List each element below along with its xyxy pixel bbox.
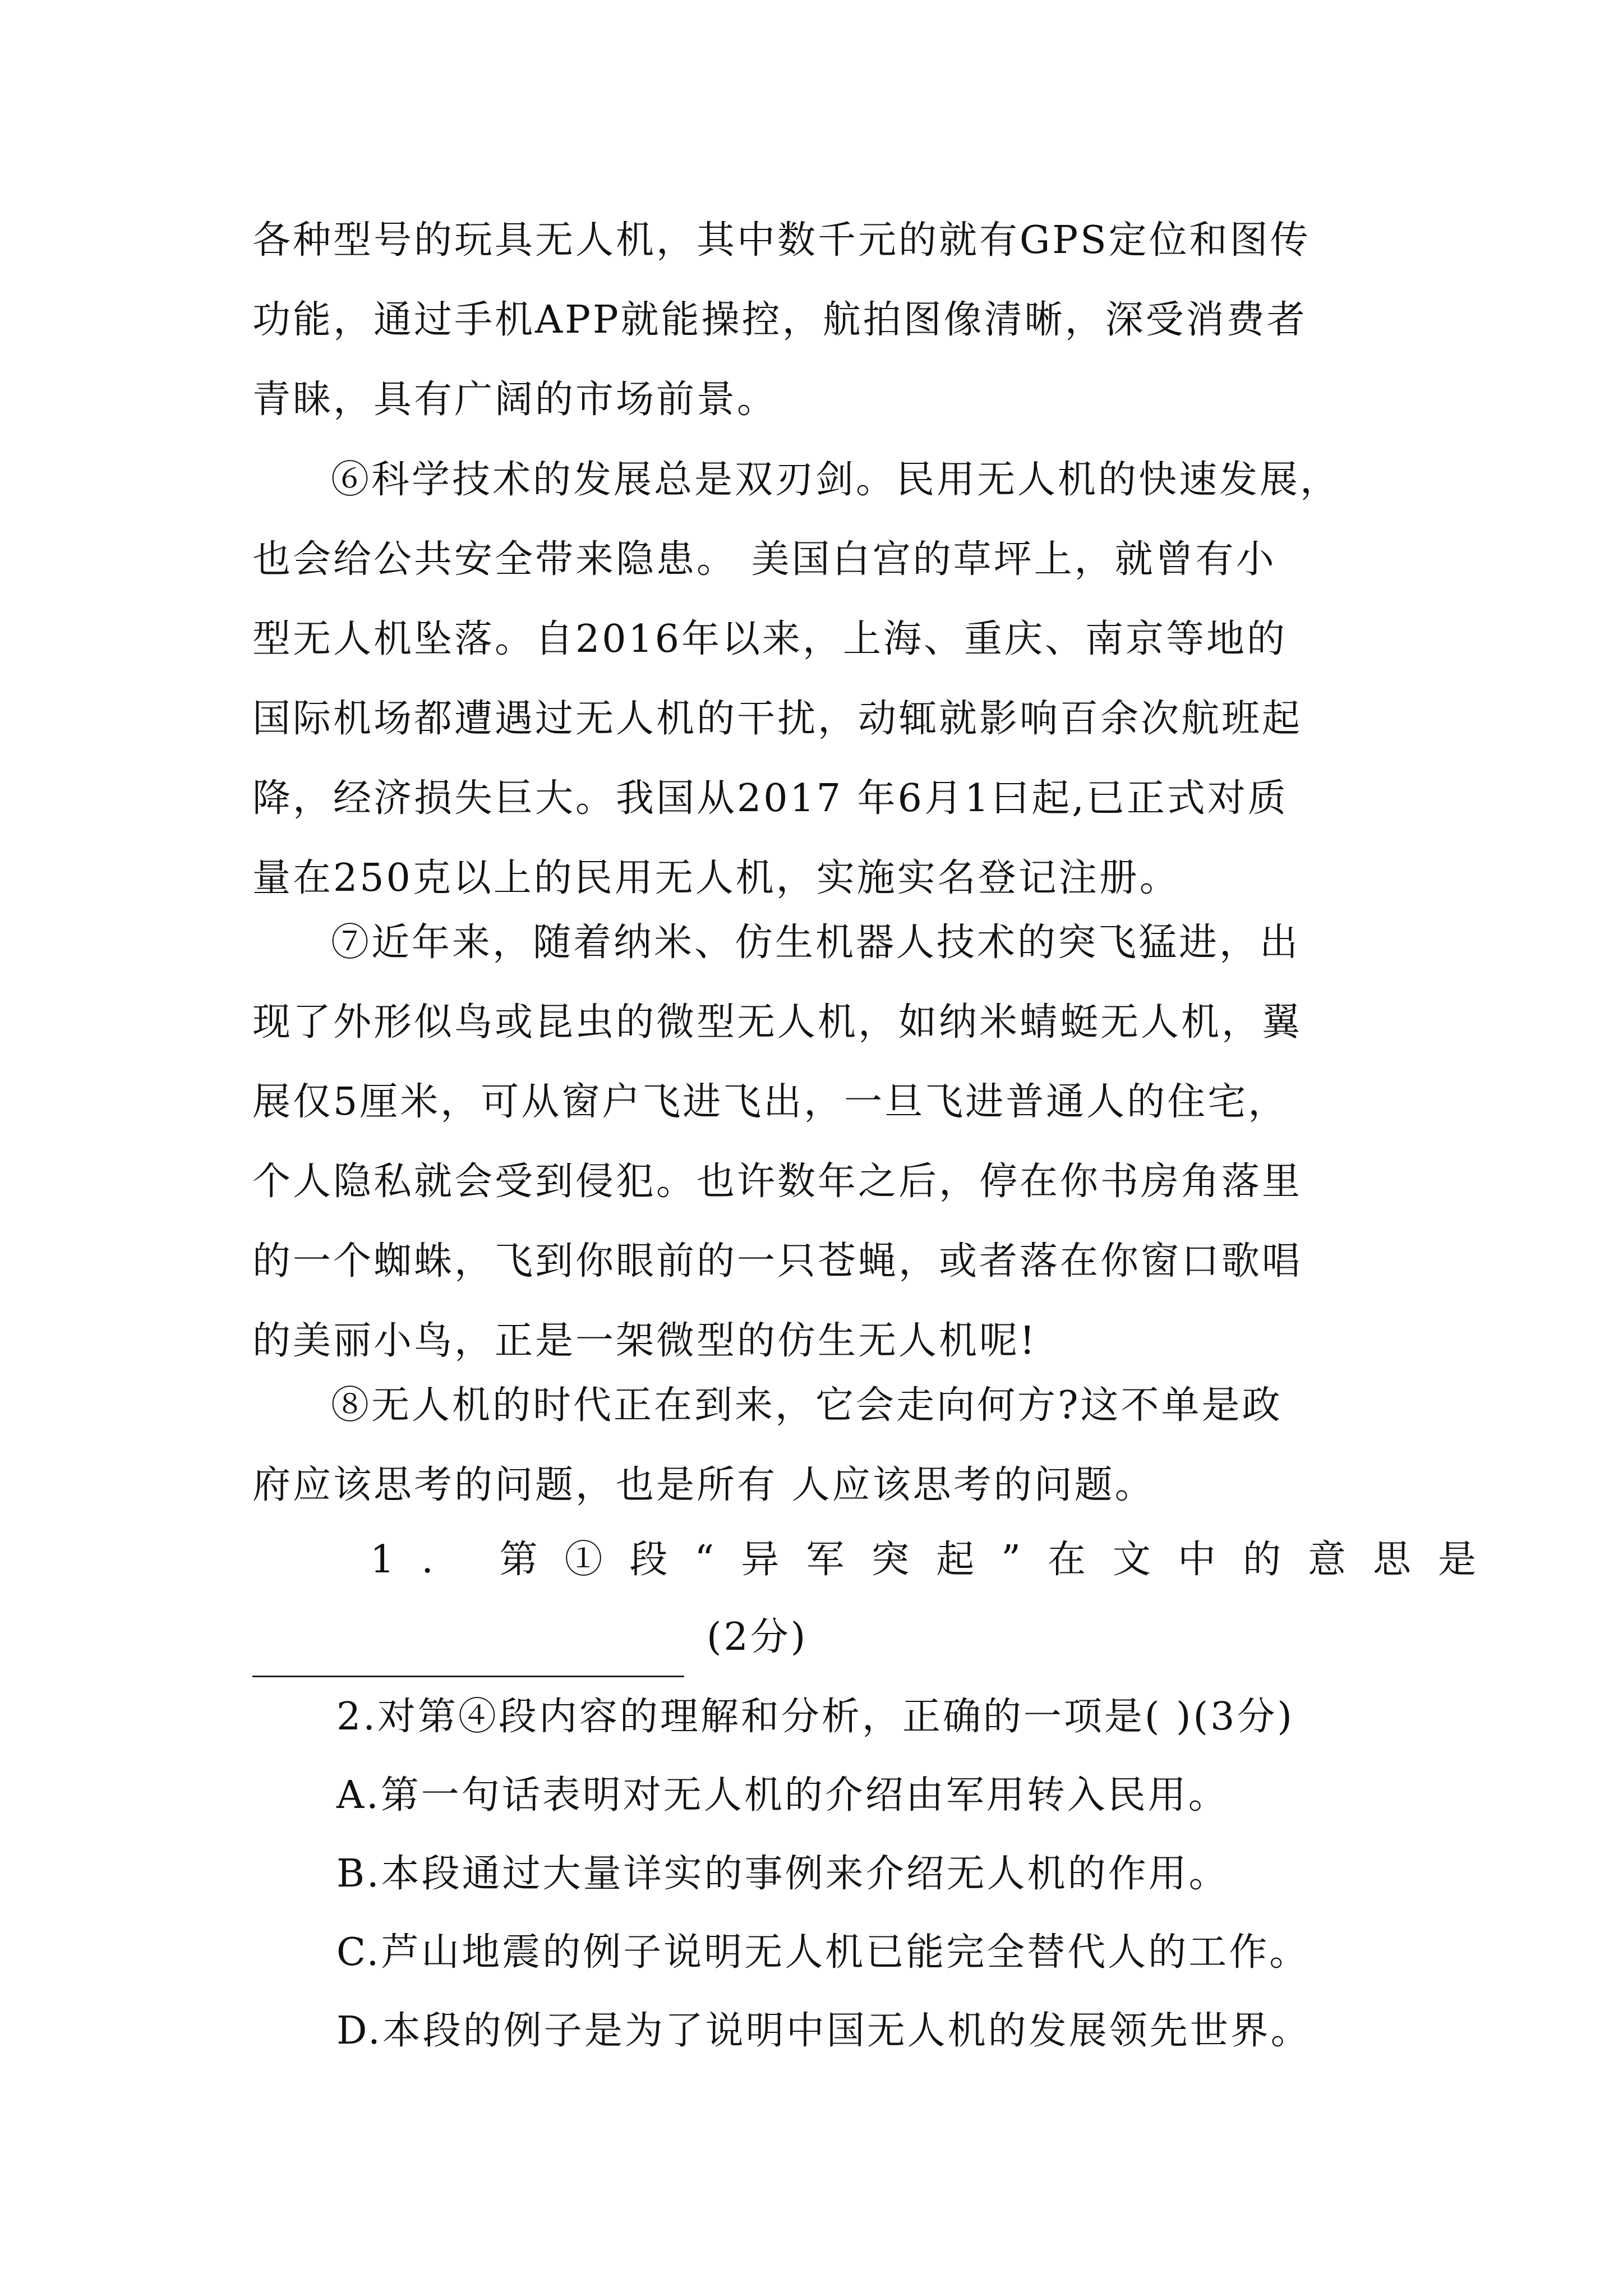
text-line: 降，经济损失巨大。我国从2017 年6月1曰起,已正式对质 [252, 776, 1288, 821]
option-c[interactable]: C.芦山地震的例子说明无人机已能完全替代人的工作。 [336, 1930, 1310, 1975]
paragraph-8 [252, 1366, 1391, 1525]
text-line: 的美丽小鸟，正是一架微型的仿生无人机呢! [252, 1319, 1038, 1363]
text-line: 型无人机坠落。自2016年以来，上海、重庆、南京等地的 [252, 617, 1288, 661]
text-line: 现了外形似鸟或昆虫的微型无人机，如纳米蜻蜓无人机，翼 [252, 1000, 1303, 1045]
question-1-score: (2分) [707, 1615, 808, 1659]
paragraph-5-tail [252, 201, 1391, 440]
text-line: 个人隐私就会受到侵犯。也许数年之后，停在你书房角落里 [252, 1159, 1303, 1204]
text-line: ⑥科学技术的发展总是双刃剑。民用无人机的快速发展， [331, 458, 1341, 502]
text-line: 青睐，具有广阔的市场前景。 [252, 378, 778, 422]
text-line: 展仅5厘米，可从窗户飞进飞出，一旦飞进普通人的住宅， [252, 1080, 1289, 1124]
text-line: ⑦近年来，随着纳米、仿生机器人技术的突飞猛进，出 [331, 921, 1301, 965]
option-a[interactable]: A.第一句话表明对无人机的介绍由军用转入民用。 [336, 1773, 1229, 1818]
text-line: 也会给公共安全带来隐患。 美国白宫的草坪上，就曾有小 [252, 537, 1276, 582]
answer-blank[interactable] [252, 1642, 684, 1677]
paragraph-7 [252, 903, 1391, 1381]
text-line: 量在250克以上的民用无人机，实施实名登记注册。 [252, 856, 1180, 900]
text-line: ⑧无人机的时代正在到来，它会走向何方?这不单是政 [331, 1383, 1283, 1428]
text-line: 功能，通过手机APP就能操控，航拍图像清晰，深受消费者 [252, 298, 1307, 342]
question-1-answer-line [252, 1598, 808, 1677]
question-1-stem: 1. 第①段“异军突起”在文中的意思是 [370, 1538, 1504, 1582]
option-b[interactable]: B.本段通过大量详实的事例来介绍无人机的作用。 [336, 1852, 1229, 1896]
text-line: 各种型号的玩具无人机，其中数千元的就有GPS定位和图传 [252, 218, 1311, 263]
paragraph-6 [252, 440, 1391, 918]
text-line: 府应该思考的问题，也是所有 人应该思考的问题。 [252, 1463, 1155, 1507]
text-line: 的一个蜘蛛，飞到你眼前的一只苍蝇，或者落在你窗口歌唱 [252, 1239, 1303, 1283]
text-line: 国际机场都遭遇过无人机的干扰，动辄就影响百余次航班起 [252, 697, 1303, 741]
question-2-stem: 2.对第④段内容的理解和分析，正确的一项是( )(3分) [336, 1695, 1294, 1739]
option-d[interactable]: D.本段的例子是为了说明中国无人机的发展领先世界。 [336, 2009, 1311, 2053]
